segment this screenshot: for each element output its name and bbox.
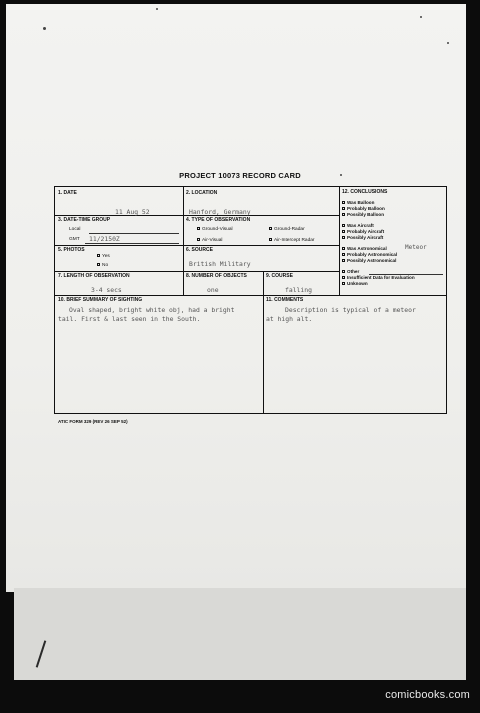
type-air-visual: Air-Visual [197, 238, 222, 243]
gmt-value: 11/2150Z [89, 235, 120, 243]
summary-line: Oval shaped, bright white obj, had a bright [69, 306, 235, 314]
conclusion-item: Probably Astronomical [342, 252, 397, 257]
location-value: Hanford, Germany [189, 208, 251, 216]
checkbox [342, 276, 345, 279]
dtg-label: 3. DATE-TIME GROUP [58, 217, 111, 223]
source-label: 6. SOURCE [186, 247, 213, 253]
checkbox [342, 247, 345, 250]
divider [263, 271, 264, 295]
course-value: falling [285, 286, 312, 294]
record-card [54, 186, 447, 414]
divider [55, 245, 339, 246]
gmt-line [85, 243, 179, 244]
checkbox [342, 224, 345, 227]
divider [55, 295, 446, 296]
checkbox [342, 270, 345, 273]
divider [339, 187, 340, 295]
conclusion-item: Probably Aircraft [342, 229, 384, 234]
checkbox [342, 230, 345, 233]
conclusions-label: 12. CONCLUSIONS [342, 189, 388, 195]
conclusion-item: Was Astronomical [342, 246, 387, 251]
dust-speck [43, 27, 46, 30]
divider [183, 187, 184, 295]
checkbox [97, 254, 100, 257]
conclusion-item: Was Aircraft [342, 223, 374, 228]
checkbox [342, 207, 345, 210]
objects-value: one [207, 286, 219, 294]
local-line [89, 233, 179, 234]
local-label: Local [69, 227, 81, 232]
type-air-intercept: Air-Intercept Radar [269, 238, 315, 243]
conclusion-item: Probably Balloon [342, 206, 385, 211]
conclusion-item: Was Balloon [342, 200, 374, 205]
photos-yes: Yes [97, 254, 110, 259]
location-label: 2. LOCATION [186, 190, 218, 196]
comments-line: at high alt. [266, 315, 313, 323]
source-value: British Military [189, 260, 251, 268]
type-label: 4. TYPE OF OBSERVATION [186, 217, 251, 223]
summary-label: 10. BRIEF SUMMARY OF SIGHTING [58, 297, 143, 303]
card-title: PROJECT 10073 RECORD CARD [179, 171, 301, 180]
photos-label: 5. PHOTOS [58, 247, 85, 253]
conclusion-item: Possibly Astronomical [342, 258, 396, 263]
type-ground-visual: Ground-Visual [197, 227, 233, 232]
type-ground-radar: Ground-Radar [269, 227, 305, 232]
form-number: ATIC FORM 329 (REV 26 SEP 52) [58, 419, 128, 424]
summary-line: tail. First & last seen in the South. [58, 315, 201, 323]
comments-line: Description is typical of a meteor [285, 306, 416, 314]
paper-lower-edge [14, 588, 466, 680]
conclusion-item: Other [342, 269, 359, 274]
checkbox [342, 282, 345, 285]
checkbox [269, 238, 272, 241]
photos-no: No [97, 263, 108, 268]
conclusion-item: Possibly Balloon [342, 212, 384, 217]
checkbox [342, 236, 345, 239]
dust-speck [447, 42, 449, 44]
dust-speck [156, 8, 158, 10]
divider [55, 271, 339, 272]
date-value: 11 Aug 52 [115, 208, 150, 216]
watermark: comicbooks.com [385, 689, 470, 701]
objects-label: 8. NUMBER OF OBJECTS [186, 273, 247, 279]
checkbox [342, 201, 345, 204]
checkbox [197, 227, 200, 230]
checkbox [97, 263, 100, 266]
checkbox [342, 213, 345, 216]
conclusion-item: Possibly Aircraft [342, 235, 383, 240]
gmt-label: GMT [69, 237, 80, 242]
course-label: 9. COURSE [266, 273, 293, 279]
comments-label: 11. COMMENTS [266, 297, 304, 303]
checkbox [342, 253, 345, 256]
date-label: 1. DATE [58, 190, 77, 196]
conclusion-item: Unknown [342, 281, 368, 286]
divider [263, 295, 264, 413]
length-value: 3-4 secs [91, 286, 122, 294]
checkbox [197, 238, 200, 241]
dust-speck [420, 16, 422, 18]
conclusion-item: Insufficient Data for Evaluation [342, 275, 415, 280]
checkbox [342, 259, 345, 262]
length-label: 7. LENGTH OF OBSERVATION [58, 273, 130, 279]
astro-typed-value: Meteor [405, 244, 427, 251]
checkbox [269, 227, 272, 230]
